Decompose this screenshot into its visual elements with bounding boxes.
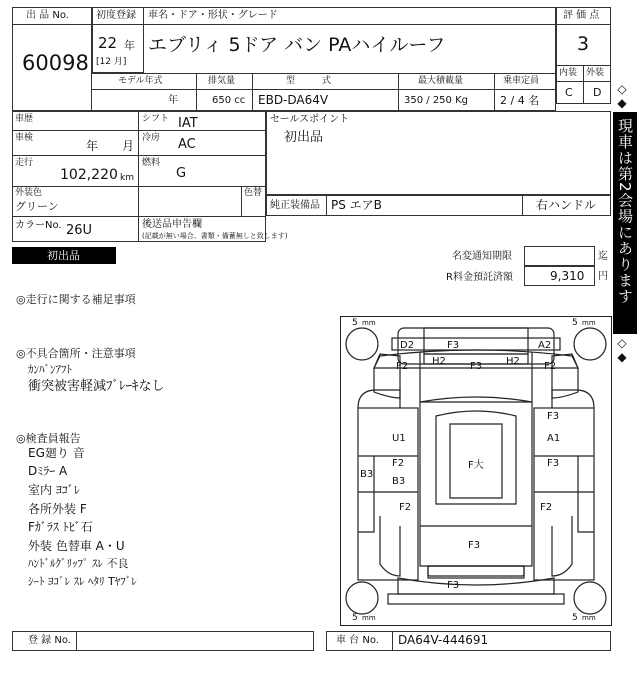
- type-label: 型 式: [286, 76, 332, 86]
- sales-point-label: セールスポイント: [270, 114, 350, 125]
- car-name: エブリィ 5ドア バン PAハイルーフ: [148, 34, 446, 56]
- badge-text: 初出品: [47, 249, 80, 262]
- max-load-label: 最大積載量: [418, 76, 464, 86]
- model-year-unit: 年: [168, 95, 178, 106]
- lot-no: 60098: [22, 51, 89, 75]
- tire-label: 5: [572, 318, 578, 328]
- max-load: 350 / 250 Kg: [404, 95, 468, 106]
- damage-mark: F3: [447, 580, 460, 591]
- damage-mark: F2: [399, 502, 412, 513]
- aftermarket-label: 後送品申告欄: [142, 219, 202, 230]
- tire-unit: mm: [362, 614, 376, 622]
- first-reg-label: 初度登録: [96, 10, 136, 21]
- handle: 右ハンドル: [536, 198, 597, 212]
- damage-mark: A1: [547, 433, 561, 444]
- genuine-label: 純正装備品: [270, 200, 320, 211]
- lot-no-label: 出 品 No.: [26, 10, 69, 21]
- recycle-value: 9,310: [550, 269, 585, 283]
- score: 3: [577, 33, 590, 55]
- damage-mark: F2: [540, 502, 553, 513]
- damage-mark: H2: [432, 356, 446, 367]
- model-year-label: モデル年式: [118, 76, 163, 86]
- aftermarket-note: (記載が無い場合、書類・備蓄無しと致します): [142, 232, 288, 240]
- shift: IAT: [178, 116, 198, 131]
- damage-mark: H2: [506, 356, 520, 367]
- recycle-label: R料金預託済額: [446, 272, 513, 283]
- color-no-label: カラーNo.: [15, 220, 62, 231]
- inspection-label: 車検: [15, 133, 34, 143]
- damage-mark: B3: [360, 469, 374, 480]
- tire-unit: mm: [582, 319, 596, 327]
- displacement-label: 排気量: [208, 76, 236, 86]
- damage-mark: D2: [400, 340, 415, 351]
- first-reg-month: [12 月]: [96, 57, 127, 67]
- banner-text: 現車は第2会場にあります: [616, 118, 634, 305]
- history-label: 車歴: [15, 114, 34, 124]
- mileage-unit: km: [120, 173, 134, 183]
- damage-mark: F2: [396, 361, 409, 372]
- banner-bottom-diamonds: ◇◆: [615, 336, 629, 364]
- ac: AC: [178, 137, 196, 152]
- defect-item: ｶﾝﾊﾞﾝｱﾌﾄ: [28, 363, 72, 376]
- damage-mark: F3: [447, 340, 460, 351]
- inspector-notes-title: ◎検査員報告: [16, 432, 81, 445]
- recycle-unit: 円: [598, 271, 608, 282]
- mileage-label: 走行: [15, 158, 34, 168]
- name-change-unit: 迄: [598, 251, 608, 262]
- damage-mark: F3: [470, 361, 483, 372]
- tire-unit: mm: [582, 614, 596, 622]
- first-reg-year: 22: [98, 34, 118, 52]
- damage-mark: F3: [547, 458, 560, 469]
- chassis-label: 車 台 No.: [336, 635, 379, 646]
- ac-label: 冷房: [142, 133, 161, 143]
- inspector-item: 室内 ﾖｺﾞﾚ: [28, 483, 80, 497]
- interior-grade: C: [565, 86, 573, 99]
- color-label: 外装色: [15, 188, 43, 198]
- tire-label: 5: [352, 613, 358, 623]
- fuel-label: 燃料: [142, 158, 161, 168]
- inspector-item: EG廻り 音: [28, 446, 85, 460]
- color: グリーン: [15, 200, 59, 213]
- damage-mark: F3: [468, 540, 481, 551]
- exterior-grade: D: [593, 86, 602, 99]
- banner-top-diamonds: ◇◆: [615, 82, 629, 110]
- defect-item: 衝突被害軽減ﾌﾞﾚｰｷなし: [28, 379, 165, 394]
- mileage: 102,220: [60, 167, 118, 183]
- damage-mark: B3: [392, 476, 406, 487]
- damage-mark: U1: [392, 433, 406, 444]
- inspector-item: 外装 色替車 A・U: [28, 539, 125, 553]
- inspector-item: Dﾐﾗｰ A: [28, 464, 68, 478]
- sales-point: 初出品: [284, 130, 324, 145]
- chassis-no: DA64V-444691: [398, 633, 489, 647]
- capacity: 2 / 4 名: [500, 94, 540, 107]
- tire-label: 5: [572, 613, 578, 623]
- tire-unit: mm: [362, 319, 376, 327]
- color-no: 26U: [66, 223, 93, 238]
- capacity-label: 乗車定員: [503, 76, 540, 86]
- displacement: 650 cc: [212, 95, 246, 106]
- inspector-item: 各所外装 F: [28, 502, 87, 516]
- inspector-item: Fｶﾞﾗｽ ﾄﾋﾞ石: [28, 520, 93, 534]
- genuine: PS エアB: [331, 198, 382, 212]
- name-change-field: [524, 246, 595, 266]
- inspector-item: ｼｰﾄ ﾖｺﾞﾚ ｽﾚ ﾍﾀﾘ Tﾔﾌﾞﾚ: [28, 575, 137, 588]
- driving-notes-title: ◎走行に関する補足事項: [16, 293, 136, 306]
- damage-mark: A2: [538, 340, 552, 351]
- car-name-label: 車名・ドア・形状・グレード: [148, 10, 278, 21]
- inspector-item: ﾊﾝﾄﾞﾙｸﾞﾘｯﾌﾟ ｽﾚ 不良: [28, 557, 129, 570]
- type-value: EBD-DA64V: [258, 93, 329, 107]
- reg-no-label: 登 録 No.: [28, 635, 71, 646]
- interior-label: 内装: [559, 68, 578, 78]
- defect-notes-title: ◎不具合箇所・注意事項: [16, 347, 136, 360]
- score-label: 評 価 点: [563, 10, 600, 21]
- name-change-label: 名変通知期限: [452, 251, 512, 262]
- damage-mark: F2: [392, 458, 405, 469]
- damage-mark: F3: [547, 411, 560, 422]
- tire-label: 5: [352, 318, 358, 328]
- inspection-value: 年 月: [86, 139, 135, 153]
- exterior-label: 外装: [586, 68, 605, 78]
- fuel: G: [176, 166, 187, 181]
- shift-label: シフト: [142, 114, 170, 124]
- damage-mark: F2: [544, 361, 557, 372]
- color-change-label: 色替: [244, 188, 263, 198]
- year-unit: 年: [124, 39, 135, 52]
- damage-mark: F大: [468, 460, 484, 471]
